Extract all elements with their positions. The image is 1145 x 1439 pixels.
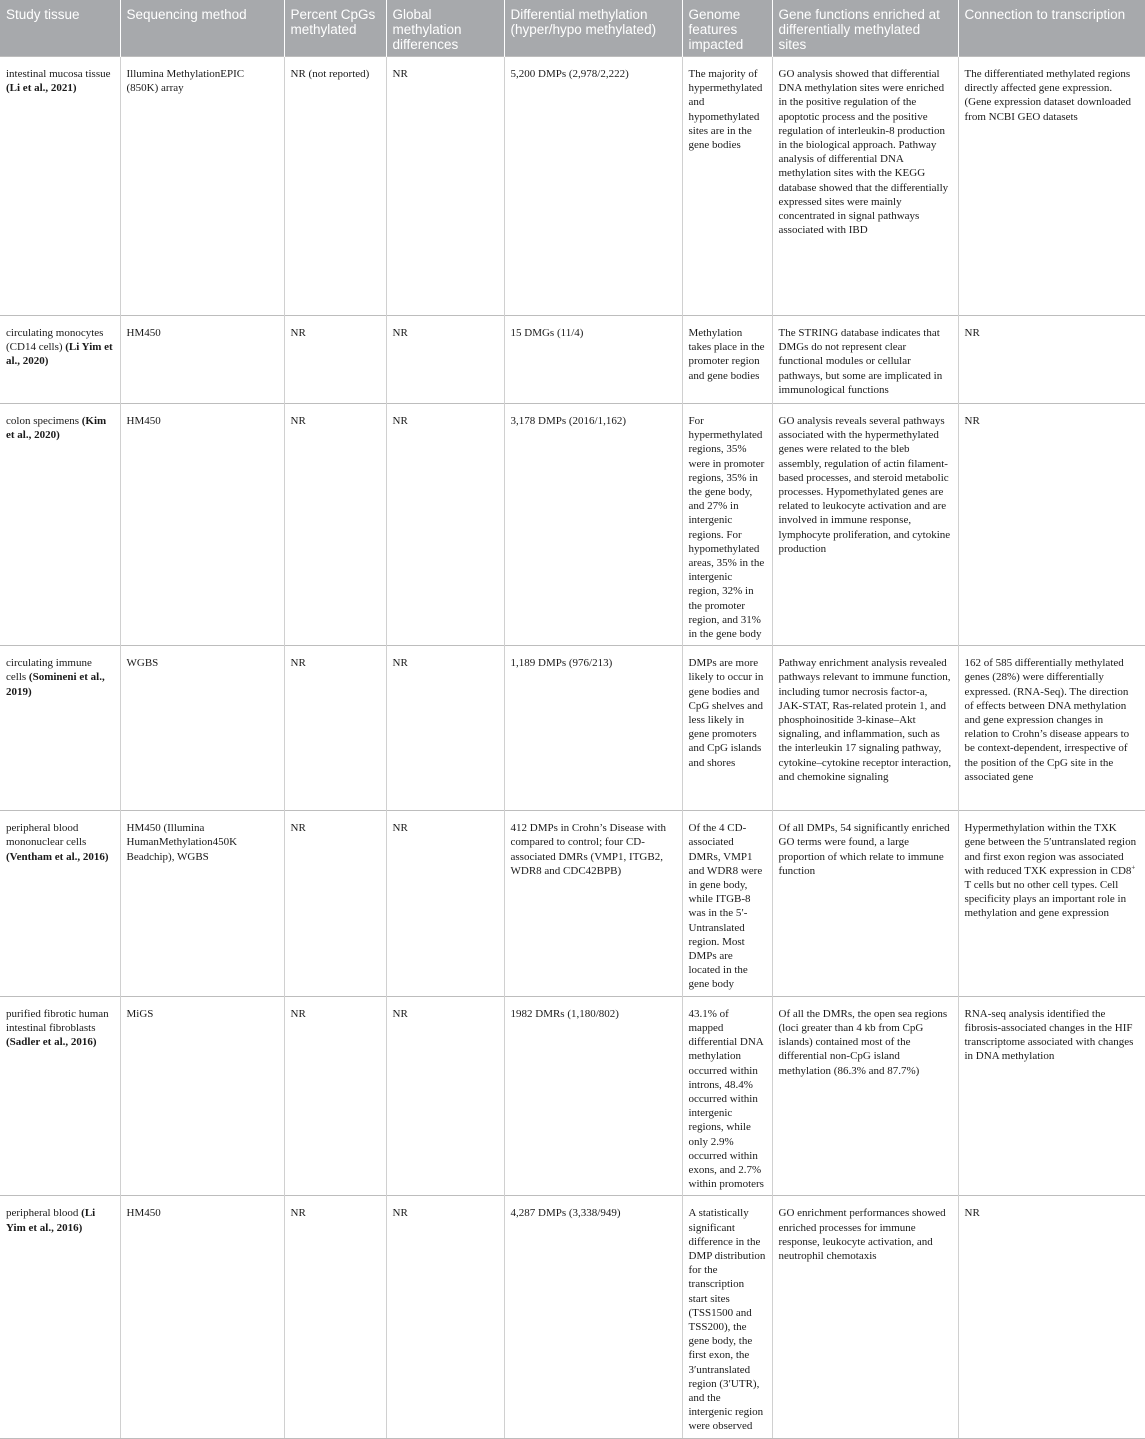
cell-connection-transcription: NR bbox=[958, 316, 1145, 404]
cell-study-tissue: circulating immune cells (Somineni et al., 2019) bbox=[0, 646, 120, 811]
header-study-tissue: Study tissue bbox=[0, 0, 120, 57]
header-percent-cpgs: Percent CpGs methylated bbox=[284, 0, 386, 57]
cell-global-methylation: NR bbox=[386, 316, 504, 404]
header-gene-functions: Gene functions enriched at differentially methylated sites bbox=[772, 0, 958, 57]
citation-link[interactable]: (Li et al., 2021) bbox=[6, 82, 77, 95]
cell-differential-methylation: 5,200 DMPs (2,978/2,222) bbox=[504, 57, 682, 316]
cell-genome-features: Methylation takes place in the promoter region and gene bodies bbox=[682, 316, 772, 404]
cell-study-tissue: purified fibrotic human intestinal fibroblasts (Sadler et al., 2016) bbox=[0, 996, 120, 1196]
header-connection-transcription: Connection to transcription bbox=[958, 0, 1145, 57]
cell-differential-methylation: 1,189 DMPs (976/213) bbox=[504, 646, 682, 811]
citation-link[interactable]: (Ventham et al., 2016) bbox=[6, 850, 109, 863]
cell-percent-cpgs: NR bbox=[284, 1196, 386, 1438]
cell-sequencing-method: HM450 bbox=[120, 316, 284, 404]
cell-differential-methylation: 3,178 DMPs (2016/1,162) bbox=[504, 404, 682, 646]
cell-global-methylation: NR bbox=[386, 57, 504, 316]
cell-percent-cpgs: NR (not reported) bbox=[284, 57, 386, 316]
cell-differential-methylation: 15 DMGs (11/4) bbox=[504, 316, 682, 404]
citation-link[interactable]: (Somineni et al., 2019) bbox=[6, 671, 105, 698]
table-row bbox=[0, 811, 1145, 996]
cell-percent-cpgs: NR bbox=[284, 811, 386, 996]
cell-differential-methylation: 412 DMPs in Crohn’s Disease with compared to control; four CD-associated DMRs (VMP1, ITGB2, WDR8 and CDC42BPB) bbox=[504, 811, 682, 996]
cell-gene-functions: Of all the DMRs, the open sea regions (loci greater than 4 kb from CpG islands) contained most of the differential non-CpG island methylation (86.3% and 87.7%) bbox=[772, 996, 958, 1196]
cell-genome-features: The majority of hypermethylated and hypomethylated sites are in the gene bodies bbox=[682, 57, 772, 316]
cell-gene-functions: Of all DMPs, 54 significantly enriched GO terms were found, a large proportion of which relate to immune function bbox=[772, 811, 958, 996]
cell-differential-methylation: 1982 DMRs (1,180/802) bbox=[504, 996, 682, 1196]
header-genome-features: Genome features impacted bbox=[682, 0, 772, 57]
cell-gene-functions: The STRING database indicates that DMGs do not represent clear functional modules or cellular pathways, but some are implicated in immunological functions bbox=[772, 316, 958, 404]
cell-gene-functions: GO analysis reveals several pathways associated with the hypermethylated genes were related to the bleb assembly, regulation of actin filament-based processes, and steroid metabolic processes. Hypomethylated genes are related to leukocyte activation and are involved in immune response, lymphocyte proliferation, and cytokine production bbox=[772, 404, 958, 646]
cell-sequencing-method: WGBS bbox=[120, 646, 284, 811]
cell-sequencing-method: HM450 (Illumina HumanMethylation450K Beadchip), WGBS bbox=[120, 811, 284, 996]
cell-sequencing-method: MiGS bbox=[120, 996, 284, 1196]
cell-differential-methylation: 4,287 DMPs (3,338/949) bbox=[504, 1196, 682, 1438]
cell-study-tissue: peripheral blood mononuclear cells (Ventham et al., 2016) bbox=[0, 811, 120, 996]
citation-link[interactable]: (Li Yim et al., 2016) bbox=[6, 1207, 96, 1234]
cell-connection-transcription: NR bbox=[958, 404, 1145, 646]
cell-global-methylation: NR bbox=[386, 646, 504, 811]
table-row bbox=[0, 646, 1145, 811]
cell-connection-transcription: Hypermethylation within the TXK gene between the 5′untranslated region and first exon region was associated with reduced TXK expression in CD8+ T cells but no other cell types. Cell specificity plays an important role in methylation and gene expression bbox=[958, 811, 1145, 996]
cell-global-methylation: NR bbox=[386, 1196, 504, 1438]
cell-connection-transcription: NR bbox=[958, 1196, 1145, 1438]
header-differential-methylation: Differential methylation (hyper/hypo methylated) bbox=[504, 0, 682, 57]
cell-percent-cpgs: NR bbox=[284, 646, 386, 811]
cell-genome-features: DMPs are more likely to occur in gene bodies and CpG shelves and less likely in gene promoters and CpG islands and shores bbox=[682, 646, 772, 811]
cell-genome-features: 43.1% of mapped differential DNA methylation occurred within introns, 48.4% occurred within intergenic regions, while only 2.9% occurred within exons, and 2.7% within promoters bbox=[682, 996, 772, 1196]
cell-genome-features: For hypermethylated regions, 35% were in promoter regions, 35% in the gene body, and 27% in intergenic regions. For hypomethylated areas, 35% in the intergenic region, 32% in the promoter region, and 31% in the gene body bbox=[682, 404, 772, 646]
cell-study-tissue: colon specimens (Kim et al., 2020) bbox=[0, 404, 120, 646]
cell-gene-functions: GO enrichment performances showed enriched processes for immune response, leukocyte activation, and neutrophil chemotaxis bbox=[772, 1196, 958, 1438]
table-row bbox=[0, 316, 1145, 404]
cell-connection-transcription: 162 of 585 differentially methylated genes (28%) were differentially expressed. (RNA-Seq). The direction of effects between DNA methylation and gene expression changes in relation to Crohn’s disease appears to be context-dependent, irrespective of the position of the CpG site in the associated gene bbox=[958, 646, 1145, 811]
cell-percent-cpgs: NR bbox=[284, 996, 386, 1196]
cell-percent-cpgs: NR bbox=[284, 404, 386, 646]
cell-global-methylation: NR bbox=[386, 996, 504, 1196]
cell-genome-features: A statistically significant difference in the DMP distribution for the transcription start sites (TSS1500 and TSS200), the gene body, the first exon, the 3′untranslated region (3′UTR), and the intergenic region were observed bbox=[682, 1196, 772, 1438]
cell-sequencing-method: HM450 bbox=[120, 404, 284, 646]
cell-connection-transcription: The differentiated methylated regions directly affected gene expression. (Gene expression dataset downloaded from NCBI GEO datasets bbox=[958, 57, 1145, 316]
cell-sequencing-method: Illumina MethylationEPIC (850K) array bbox=[120, 57, 284, 316]
table-row bbox=[0, 57, 1145, 316]
cell-study-tissue: peripheral blood (Li Yim et al., 2016) bbox=[0, 1196, 120, 1438]
cell-study-tissue: circulating monocytes (CD14 cells) (Li Yim et al., 2020) bbox=[0, 316, 120, 404]
citation-link[interactable]: (Sadler et al., 2016) bbox=[6, 1036, 97, 1049]
cell-sequencing-method: HM450 bbox=[120, 1196, 284, 1438]
citation-link[interactable]: (Li Yim et al., 2020) bbox=[6, 341, 113, 368]
cell-global-methylation: NR bbox=[386, 811, 504, 996]
cell-gene-functions: GO analysis showed that differential DNA methylation sites were enriched in the positive regulation of the apoptotic process and the positive regulation of interleukin-8 production in the biological approach. Pathway analysis of differential DNA methylation sites with the KEGG database showed that the differentially expressed sites were mainly concentrated in signal pathways associated with IBD bbox=[772, 57, 958, 316]
header-sequencing-method: Sequencing method bbox=[120, 0, 284, 57]
table-row bbox=[0, 404, 1145, 646]
header-global-methylation: Global methylation differences bbox=[386, 0, 504, 57]
cell-genome-features: Of the 4 CD-associated DMRs, VMP1 and WDR8 were in gene body, while ITGB-8 was in the 5′-Untranslated region. Most DMPs are located in the gene body bbox=[682, 811, 772, 996]
cell-global-methylation: NR bbox=[386, 404, 504, 646]
table-row bbox=[0, 1196, 1145, 1438]
cell-gene-functions: Pathway enrichment analysis revealed pathways relevant to immune function, including tumor necrosis factor-a, JAK-STAT, Ras-related protein 1, and phosphoinositide 3-kinase–Akt signaling, and inflammation, such as the interleukin 17 signaling pathway, cytokine–cytokine receptor interaction, and chemokine signaling bbox=[772, 646, 958, 811]
citation-link[interactable]: (Kim et al., 2020) bbox=[6, 415, 107, 442]
header-row bbox=[0, 0, 1145, 57]
cell-connection-transcription: RNA-seq analysis identified the fibrosis-associated changes in the HIF transcriptome associated with changes in DNA methylation bbox=[958, 996, 1145, 1196]
table-row bbox=[0, 996, 1145, 1196]
cell-study-tissue: intestinal mucosa tissue (Li et al., 2021) bbox=[0, 57, 120, 316]
cell-percent-cpgs: NR bbox=[284, 316, 386, 404]
